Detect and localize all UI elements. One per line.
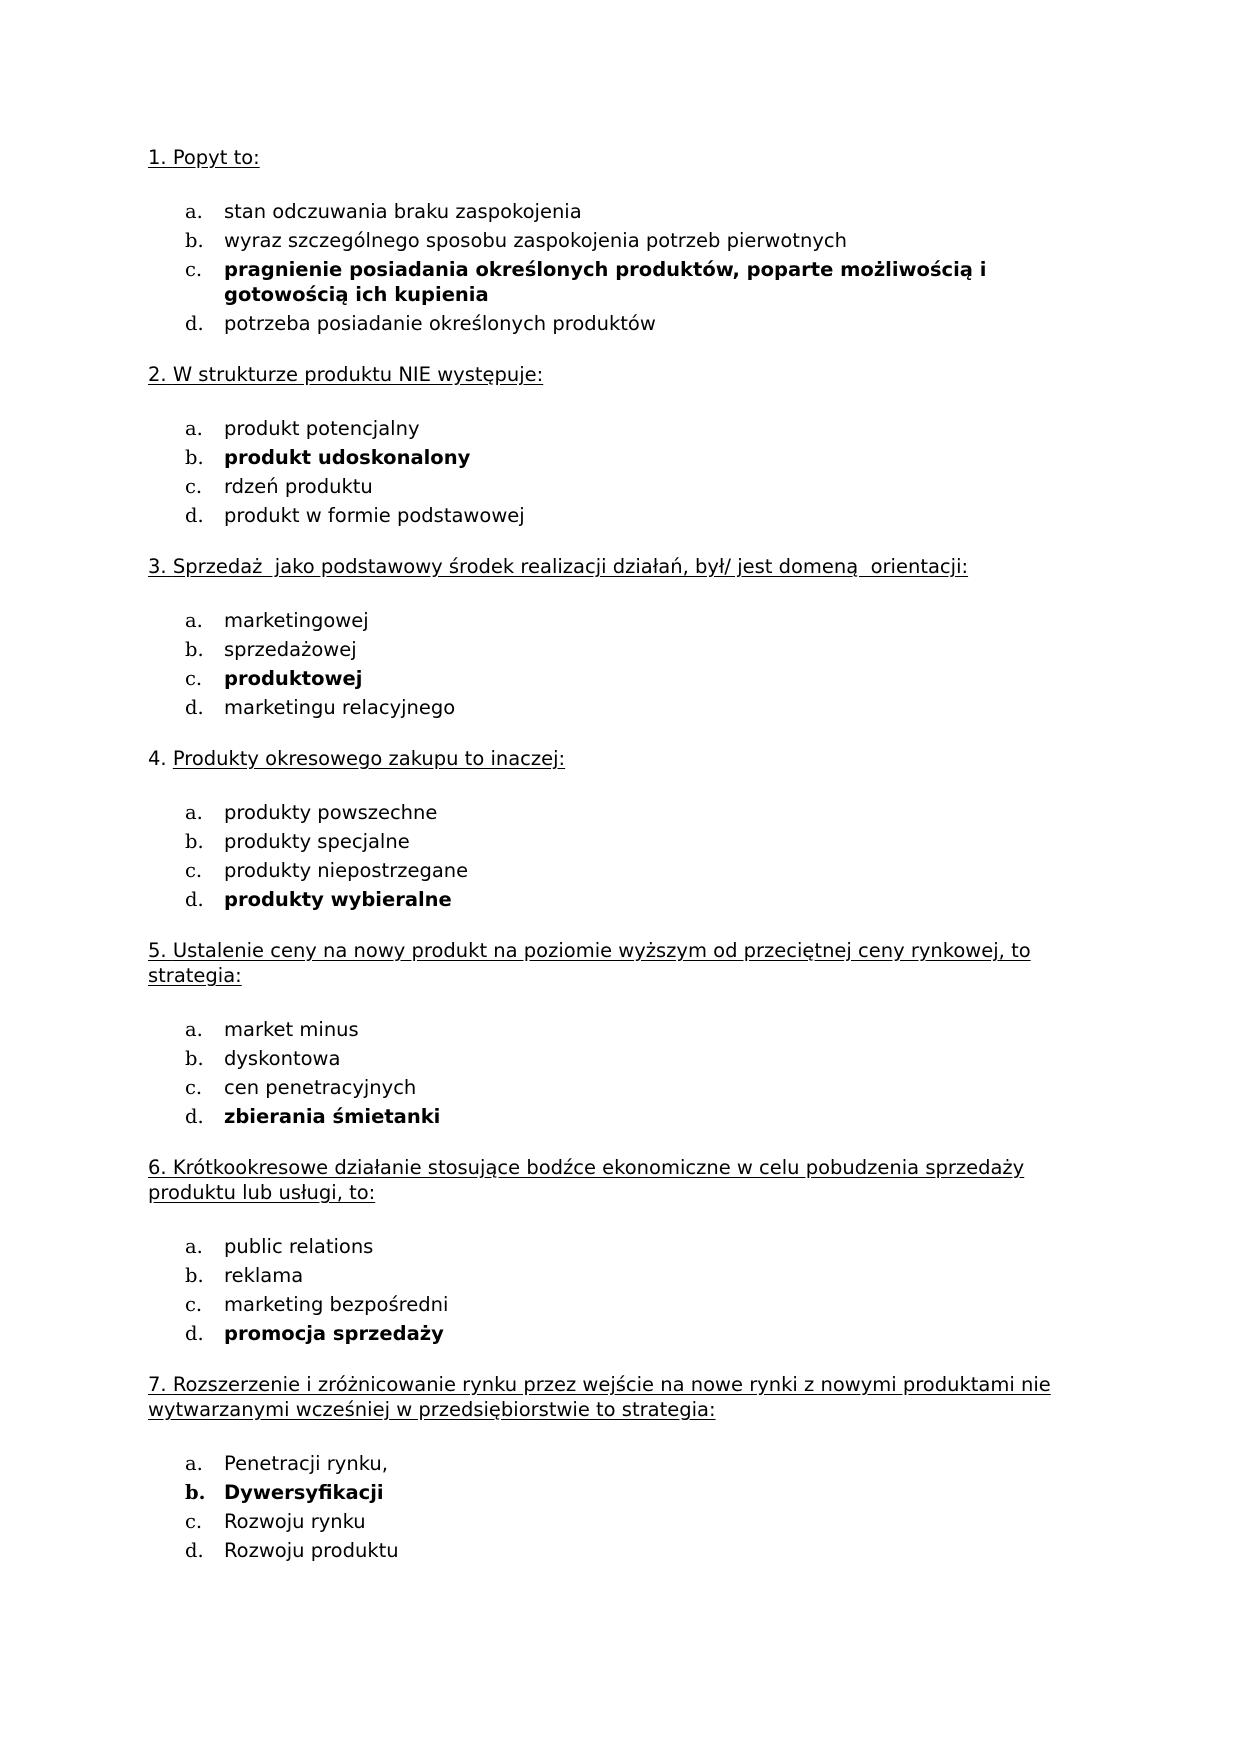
answer-option-b-correct bbox=[148, 445, 1098, 470]
answer-text: produkt w formie podstawowej bbox=[224, 504, 525, 527]
answer-letter: b. bbox=[185, 830, 204, 853]
question-2 bbox=[148, 362, 1098, 528]
quiz-document bbox=[148, 145, 1098, 1589]
answer-letter: d. bbox=[185, 312, 204, 335]
answer-option-a bbox=[148, 416, 1098, 441]
answer-text: produkty specjalne bbox=[224, 830, 410, 853]
answer-option-d-correct bbox=[148, 1321, 1098, 1346]
answer-letter: b. bbox=[185, 638, 204, 661]
answer-letter: b. bbox=[185, 1047, 204, 1070]
answer-text: zbierania śmietanki bbox=[224, 1105, 441, 1128]
answer-list bbox=[148, 800, 1098, 912]
answer-option-a bbox=[148, 1451, 1098, 1476]
question-6 bbox=[148, 1155, 1098, 1346]
answer-letter: c. bbox=[185, 1510, 203, 1533]
answer-text: produkt potencjalny bbox=[224, 417, 420, 440]
question-3 bbox=[148, 554, 1098, 720]
answer-text: rdzeń produktu bbox=[224, 475, 373, 498]
question-text: Produkty okresowego zakupu to inaczej: bbox=[172, 747, 566, 770]
answer-letter: d. bbox=[185, 1105, 204, 1128]
question-title bbox=[148, 554, 1098, 579]
question-text: W strukturze produktu NIE występuje: bbox=[172, 363, 544, 386]
answer-option-d-correct bbox=[148, 1104, 1098, 1129]
question-number: 7. bbox=[148, 1373, 167, 1396]
answer-text: produktowej bbox=[224, 667, 363, 690]
answer-text: produkty niepostrzegane bbox=[224, 859, 469, 882]
answer-text: dyskontowa bbox=[224, 1047, 341, 1070]
answer-option-a bbox=[148, 1017, 1098, 1042]
answer-option-b bbox=[148, 637, 1098, 662]
question-text: Popyt to: bbox=[172, 146, 260, 169]
question-number: 4. bbox=[148, 747, 167, 770]
question-text: Krótkookresowe działanie stosujące bodźce ekonomiczne w celu pobudzenia sprzedaży produktu lub usługi, to: bbox=[148, 1156, 1025, 1204]
answer-text: Rozwoju rynku bbox=[224, 1510, 366, 1533]
answer-letter: a. bbox=[185, 801, 203, 824]
question-number: 2. bbox=[148, 363, 167, 386]
question-title bbox=[148, 145, 1098, 170]
answer-option-c bbox=[148, 1509, 1098, 1534]
answer-option-b bbox=[148, 1263, 1098, 1288]
answer-option-d bbox=[148, 1538, 1098, 1563]
answer-letter: d. bbox=[185, 504, 204, 527]
question-7 bbox=[148, 1372, 1098, 1563]
question-number: 1. bbox=[148, 146, 167, 169]
answer-text: sprzedażowej bbox=[224, 638, 357, 661]
answer-text: produkt udoskonalony bbox=[224, 446, 471, 469]
answer-text: produkty wybieralne bbox=[224, 888, 452, 911]
question-number: 5. bbox=[148, 939, 167, 962]
answer-list bbox=[148, 199, 1098, 336]
answer-letter: a. bbox=[185, 200, 203, 223]
answer-option-b bbox=[148, 1046, 1098, 1071]
answer-text: Penetracji rynku, bbox=[224, 1452, 388, 1475]
answer-text: potrzeba posiadanie określonych produktów bbox=[224, 312, 656, 335]
question-title bbox=[148, 938, 1098, 988]
answer-text: Dywersyfikacji bbox=[224, 1481, 384, 1504]
answer-option-c-correct bbox=[148, 257, 1098, 307]
answer-text: promocja sprzedaży bbox=[224, 1322, 444, 1345]
answer-option-c bbox=[148, 474, 1098, 499]
answer-text: market minus bbox=[224, 1018, 359, 1041]
answer-option-a bbox=[148, 608, 1098, 633]
answer-letter: b. bbox=[185, 1264, 204, 1287]
answer-letter: d. bbox=[185, 1322, 204, 1345]
question-5 bbox=[148, 938, 1098, 1129]
question-title bbox=[148, 1372, 1098, 1422]
answer-option-c bbox=[148, 858, 1098, 883]
answer-letter: d. bbox=[185, 888, 204, 911]
answer-letter: c. bbox=[185, 667, 203, 690]
question-text: Ustalenie ceny na nowy produkt na poziomie wyższym od przeciętnej ceny rynkowej, to strategia: bbox=[148, 939, 1031, 987]
answer-letter: b. bbox=[185, 1481, 206, 1504]
question-number: 6. bbox=[148, 1156, 167, 1179]
answer-text: marketingowej bbox=[224, 609, 369, 632]
answer-option-c-correct bbox=[148, 666, 1098, 691]
question-text: Sprzedaż jako podstawowy środek realizacji działań, był/ jest domeną orientacji: bbox=[172, 555, 969, 578]
answer-list bbox=[148, 1234, 1098, 1346]
answer-letter: a. bbox=[185, 1018, 203, 1041]
answer-letter: a. bbox=[185, 1452, 203, 1475]
answer-letter: d. bbox=[185, 696, 204, 719]
answer-option-d bbox=[148, 311, 1098, 336]
answer-letter: c. bbox=[185, 1076, 203, 1099]
answer-letter: d. bbox=[185, 1539, 204, 1562]
question-1 bbox=[148, 145, 1098, 336]
answer-list bbox=[148, 608, 1098, 720]
answer-list bbox=[148, 416, 1098, 528]
answer-option-b bbox=[148, 829, 1098, 854]
answer-option-d bbox=[148, 503, 1098, 528]
question-title bbox=[148, 746, 1098, 771]
answer-text: public relations bbox=[224, 1235, 374, 1258]
answer-option-b-correct bbox=[148, 1480, 1098, 1505]
answer-letter: a. bbox=[185, 1235, 203, 1258]
answer-text: reklama bbox=[224, 1264, 304, 1287]
answer-option-d bbox=[148, 695, 1098, 720]
answer-text: produkty powszechne bbox=[224, 801, 438, 824]
answer-list bbox=[148, 1017, 1098, 1129]
answer-text: stan odczuwania braku zaspokojenia bbox=[224, 200, 582, 223]
answer-letter: b. bbox=[185, 446, 204, 469]
answer-letter: c. bbox=[185, 475, 203, 498]
answer-option-c bbox=[148, 1292, 1098, 1317]
answer-text: pragnienie posiadania określonych produktów, poparte możliwością i gotowością ich kupienia bbox=[224, 258, 987, 306]
answer-option-d-correct bbox=[148, 887, 1098, 912]
answer-option-a bbox=[148, 800, 1098, 825]
answer-text: Rozwoju produktu bbox=[224, 1539, 399, 1562]
answer-text: cen penetracyjnych bbox=[224, 1076, 417, 1099]
answer-letter: c. bbox=[185, 258, 203, 281]
answer-letter: a. bbox=[185, 417, 203, 440]
answer-letter: c. bbox=[185, 1293, 203, 1316]
question-title bbox=[148, 1155, 1098, 1205]
question-number: 3. bbox=[148, 555, 167, 578]
answer-text: marketingu relacyjnego bbox=[224, 696, 456, 719]
answer-text: marketing bezpośredni bbox=[224, 1293, 449, 1316]
answer-option-a bbox=[148, 199, 1098, 224]
answer-letter: b. bbox=[185, 229, 204, 252]
answer-option-c bbox=[148, 1075, 1098, 1100]
answer-letter: c. bbox=[185, 859, 203, 882]
question-text: Rozszerzenie i zróżnicowanie rynku przez wejście na nowe rynki z nowymi produktami nie wytwarzanymi wcześniej w przedsiębiorstwie to strategia: bbox=[148, 1373, 1051, 1421]
answer-text: wyraz szczególnego sposobu zaspokojenia potrzeb pierwotnych bbox=[224, 229, 847, 252]
answer-option-b bbox=[148, 228, 1098, 253]
question-4 bbox=[148, 746, 1098, 912]
answer-list bbox=[148, 1451, 1098, 1563]
answer-letter: a. bbox=[185, 609, 203, 632]
question-title bbox=[148, 362, 1098, 387]
answer-option-a bbox=[148, 1234, 1098, 1259]
